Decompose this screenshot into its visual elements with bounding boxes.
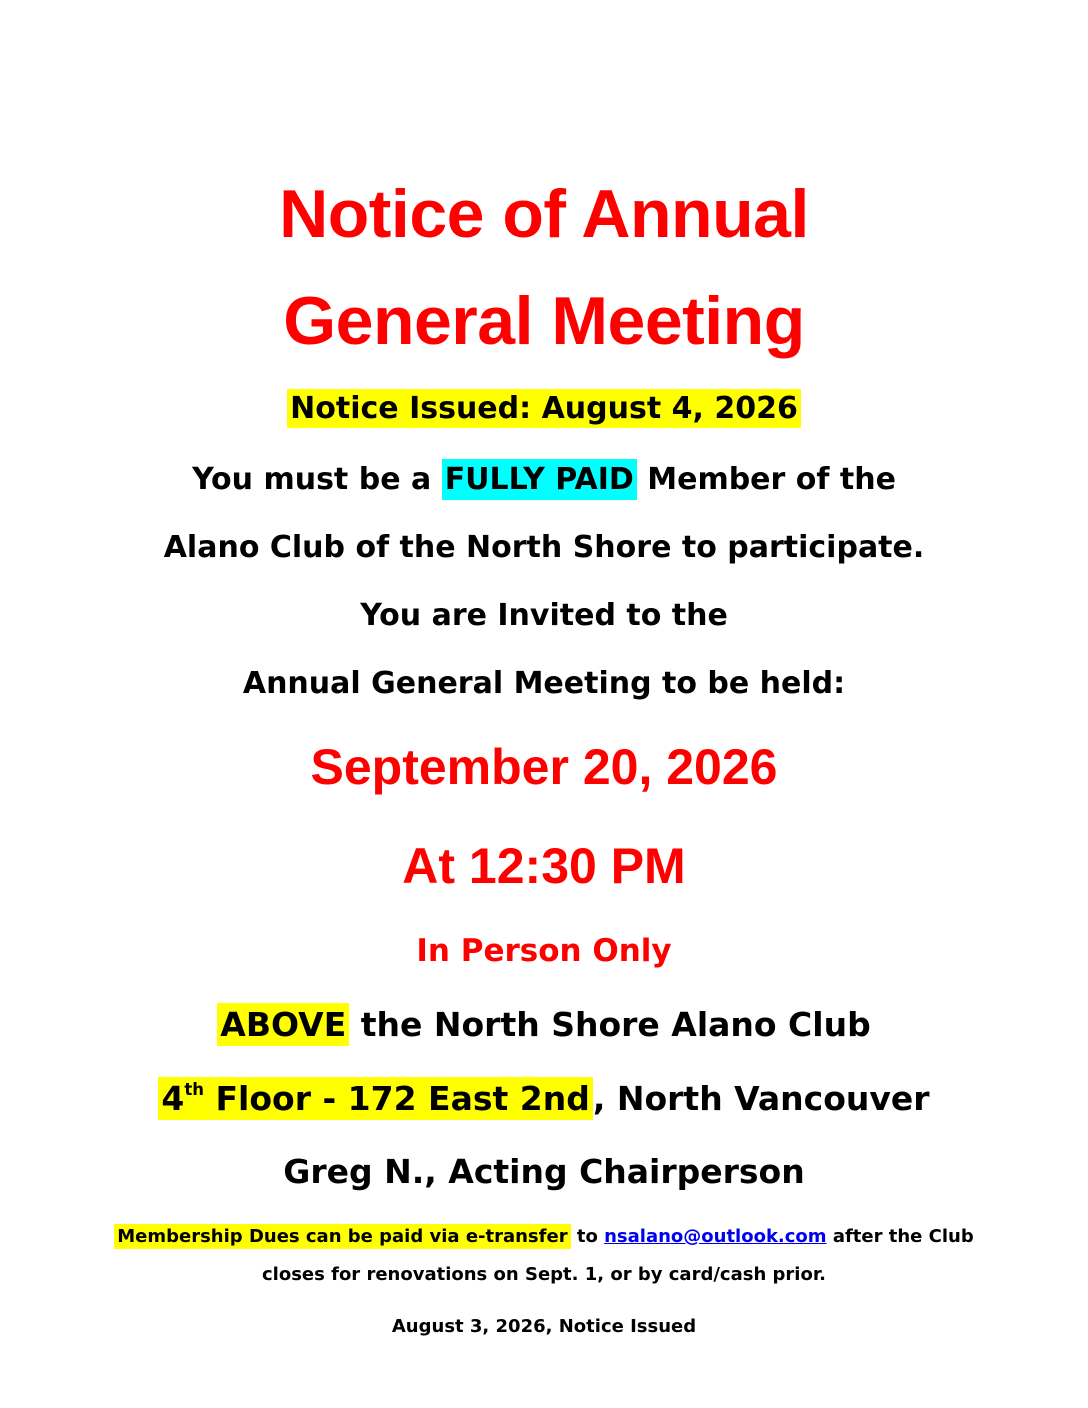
meeting-time: At 12:30 PM [402,838,686,894]
above-rest: the North Shore Alano Club [349,1005,871,1044]
acting-chairperson: Greg N., Acting Chairperson [283,1152,805,1191]
meeting-format: In Person Only [416,933,672,969]
eligibility-line-2: Alano Club of the North Shore to participate. [163,530,925,565]
dues-line-1 [0,1228,1088,1246]
location-above [0,1005,1088,1044]
email-link[interactable]: nsalano@outlook.com [604,1226,827,1247]
above-highlight: ABOVE [217,1003,349,1046]
invitation-line-2: Annual General Meeting to be held: [242,666,846,701]
eligibility-suffix: Member of the [636,462,896,497]
eligibility-line-1 [0,462,1088,497]
floor-number: 4 [161,1079,185,1118]
notice-issued [0,391,1088,426]
fully-paid-highlight: FULLY PAID [442,459,637,500]
location-address [0,1079,1088,1118]
dues-highlight: Membership Dues can be paid via e-transfer [114,1224,570,1249]
address-highlight [158,1077,592,1120]
dues-to: to [570,1226,605,1247]
eligibility-prefix: You must be a [192,462,442,497]
meeting-date: September 20, 2026 [310,739,778,795]
dues-after: after the Club [826,1226,974,1247]
floor-ordinal: th [184,1080,205,1100]
footer-note: August 3, 2026, Notice Issued [391,1316,697,1337]
notice-issued-highlight: Notice Issued: August 4, 2026 [287,389,801,428]
title-line-1: Notice of Annual [279,176,809,252]
invitation-line-1: You are Invited to the [360,598,728,633]
address-city: , North Vancouver [592,1079,930,1118]
title-line-2: General Meeting [283,283,805,359]
floor-rest: Floor - 172 East 2nd [204,1079,590,1118]
dues-line-2: closes for renovations on Sept. 1, or by card/cash prior. [262,1264,826,1285]
